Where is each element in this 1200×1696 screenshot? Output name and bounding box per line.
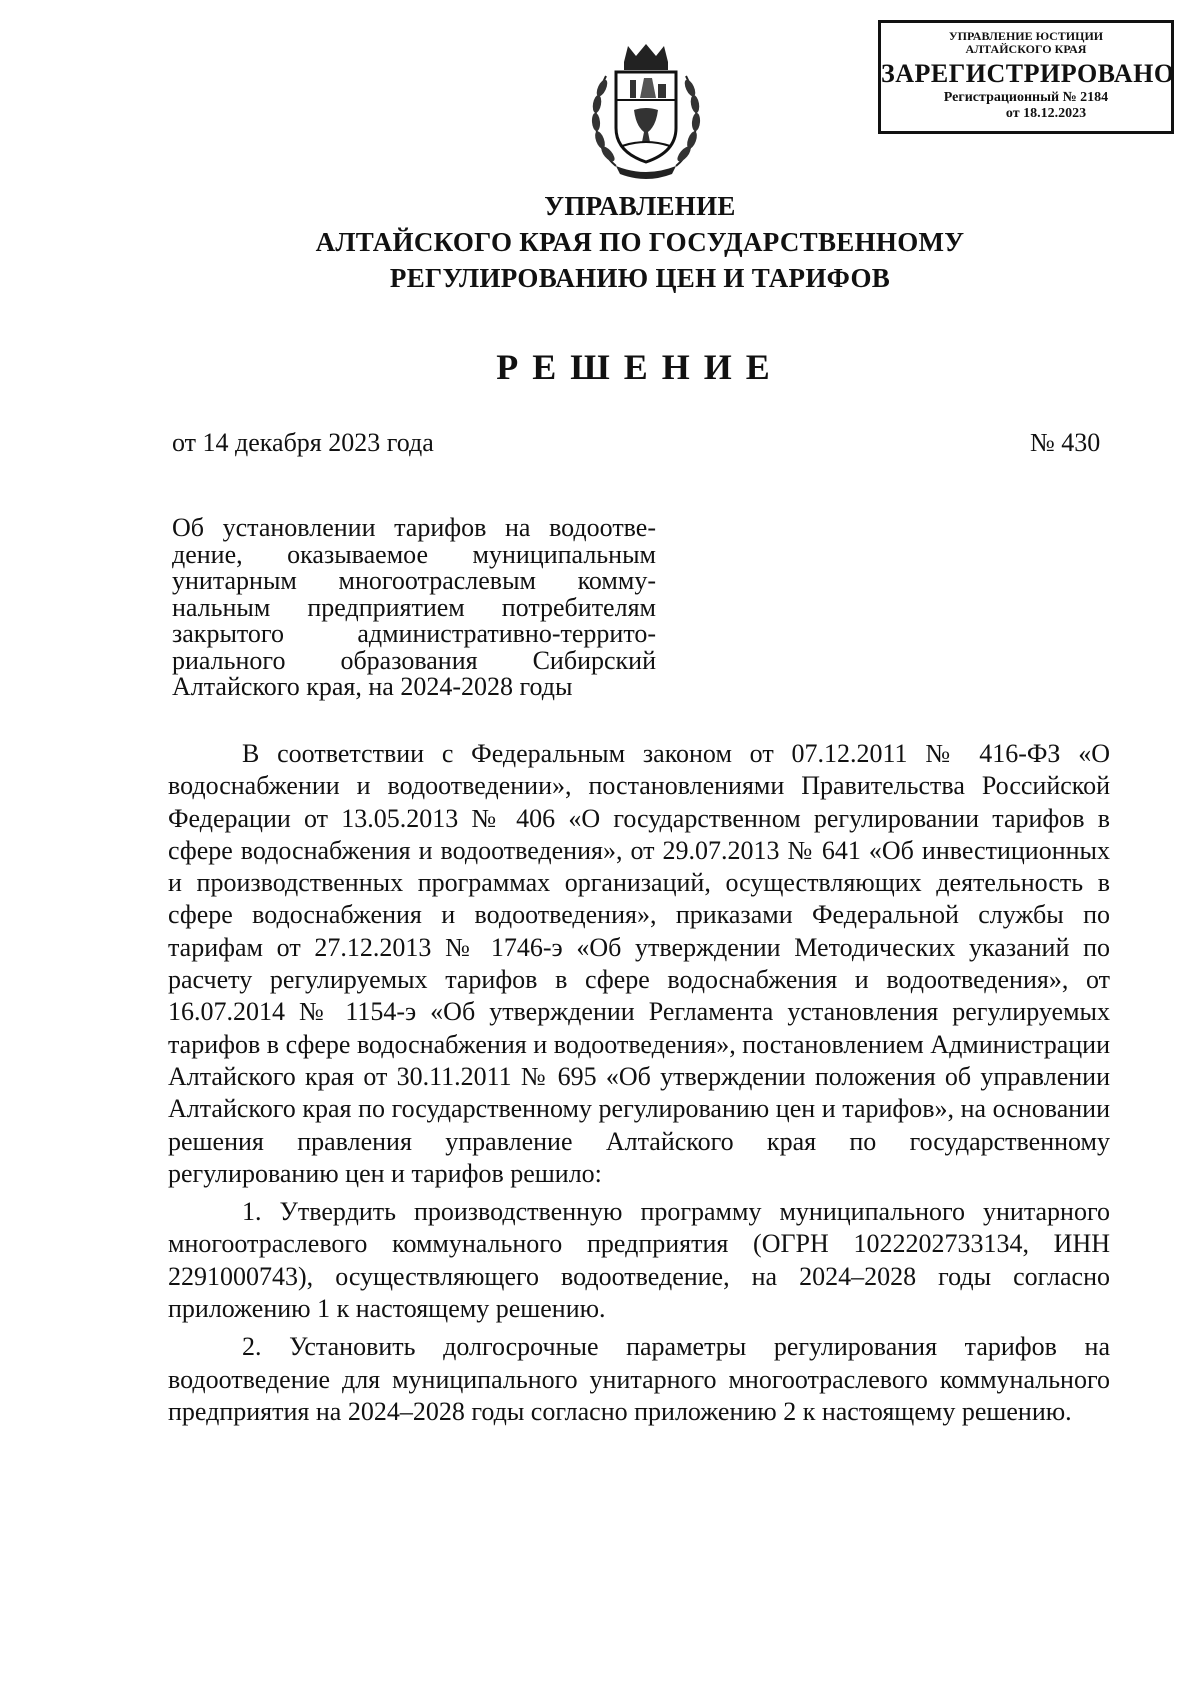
registration-stamp xyxy=(878,20,1174,134)
stamp-status: ЗАРЕГИСТРИРОВАНО xyxy=(881,59,1175,88)
clause-1-paragraph: 1. Утвердить производственную программу муниципального унитарного многоотраслевого коммунального предприятия (ОГРН 1022202733134, ИНН 2291000743), осуществляющего водоотведение, на 2024–2028 годы согласно приложению 1 к настоящему решению. xyxy=(168,1197,1110,1324)
subject-line: дение, оказываемое муниципальным xyxy=(172,539,656,569)
subject-line: унитарным многоотраслевым комму- xyxy=(172,566,656,595)
document-body xyxy=(168,738,1110,1428)
subject-line: риального образования Сибирский xyxy=(172,645,656,675)
subject-line: Алтайского края, на 2024-2028 годы xyxy=(172,672,573,701)
stamp-reg-date: от 18.12.2023 xyxy=(1005,106,1087,121)
coat-of-arms-icon xyxy=(586,42,706,184)
authority-line2: АЛТАЙСКОГО КРАЯ ПО ГОСУДАРСТВЕННОМУ xyxy=(315,227,965,257)
stamp-org-line1: УПРАВЛЕНИЕ ЮСТИЦИИ xyxy=(948,29,1104,43)
subject-line: Об установлении тарифов на водоотве- xyxy=(172,513,656,542)
document-number: № 430 xyxy=(1030,428,1101,457)
document-date: от 14 декабря 2023 года xyxy=(172,428,434,457)
authority-line3: РЕГУЛИРОВАНИЮ ЦЕН И ТАРИФОВ xyxy=(389,263,891,293)
stamp-org-line2: АЛТАЙСКОГО КРАЯ xyxy=(965,42,1087,56)
document-type-title: РЕШЕНИЕ xyxy=(496,347,784,387)
document-subject xyxy=(172,515,656,701)
issuing-authority xyxy=(180,188,1100,296)
subject-line: закрытого административно-террито- xyxy=(172,619,656,648)
stamp-reg-number: Регистрационный № 2184 xyxy=(943,90,1109,105)
authority-line1: УПРАВЛЕНИЕ xyxy=(544,191,736,221)
subject-line: нальным предприятием потребителям xyxy=(172,592,656,622)
clause-2-paragraph: 2. Установить долгосрочные параметры регулирования тарифов на водоотведение для муниципального унитарного многоотраслевого коммунального предприятия на 2024–2028 годы согласно приложению 2 к настоящему решению. xyxy=(168,1332,1110,1426)
preamble-paragraph: В соответствии с Федеральным законом от 07.12.2011 № 416-ФЗ «О водоснабжении и водоотведении», постановлениями Правительства Российской Федерации от 13.05.2013 № 406 «О государственном регулировании тарифов в сфере водоснабжения и водоотведения», от 29.07.2013 № 641 «Об инвестиционных и производственных программах организаций, осуществляющих деятельность в сфере водоснабжения и водоотведения», приказами Федеральной службы по тарифам от 27.12.2013 № 1746-э «Об утверждении Методических указаний по расчету регулируемых тарифов в сфере водоснабжения и водоотведения», от 16.07.2014 № 1154-э «Об утверждении Регламента установления регулируемых тарифов в сфере водоснабжения и водоотведения», постановлением Администрации Алтайского края от 30.11.2011 № 695 «Об утверждении положения об управлении Алтайского края по государственному регулированию цен и тарифов», на основании решения правления управление Алтайского края по государственному регулированию цен и тарифов решило: xyxy=(168,739,1110,1188)
